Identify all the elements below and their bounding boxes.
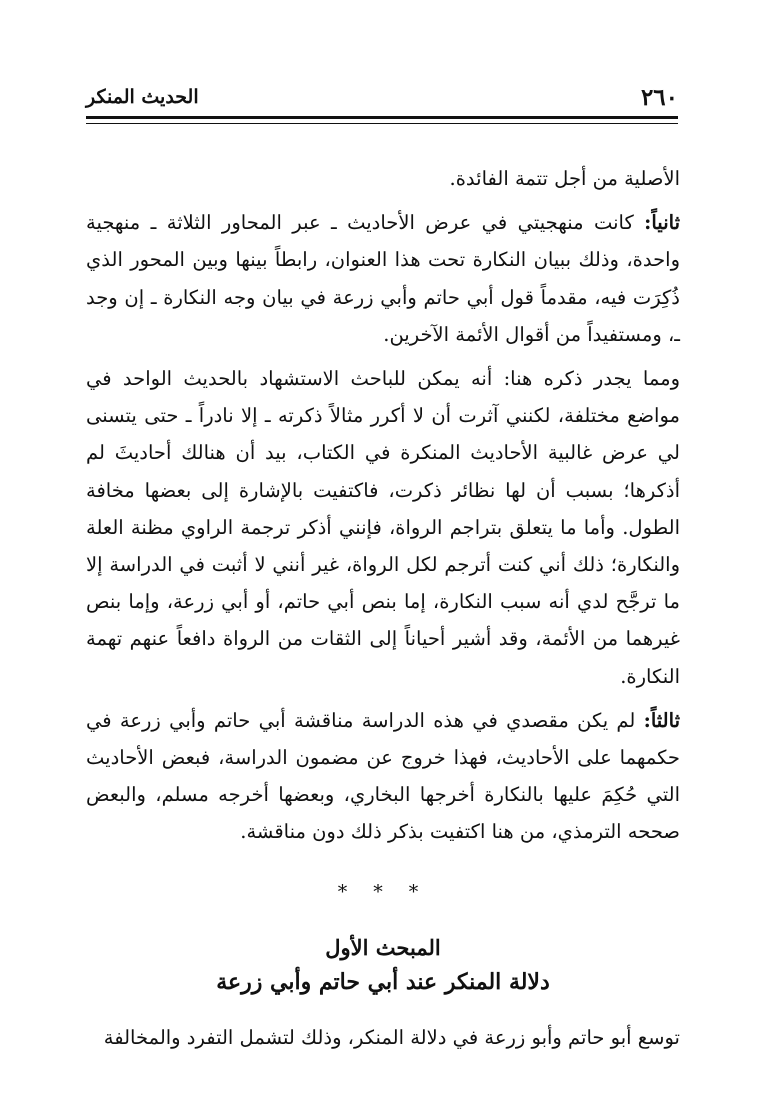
page-number: ٢٦٠ xyxy=(640,84,678,111)
paragraph: توسع أبو حاتم وأبو زرعة في دلالة المنكر، وذلك لتشمل التفرد والمخالفة xyxy=(103,1025,680,1049)
paragraph-lead: ثانياً: xyxy=(644,211,680,235)
body-text xyxy=(86,160,680,1063)
paragraph: ومما يجدر ذكره هنا: أنه يمكن للباحث الاستشهاد بالحديث الواحد في مواضع مختلفة، لكنني آثرت أن لا أكرر مثالاً ذكرته ـ إلا نادراً ـ حتى يتسنى لي عرض غالبية الأحاديث المنكرة في الكتاب، بيد أن هنالك أحاديثَ لم أذكرها؛ بسبب أن لها نظائر ذكرت، فاكتفيت بالإشارة إلى بعضها مخافة الطول. وأما ما يتعلق بتراجم الرواة، فإنني أذكر ترجمة الراوي مظنة العلة والنكارة؛ ذلك أني كنت أترجم لكل الرواة، غير أنني لا أثبت في الدراسة إلا ما ترجَّح لدي أنه سبب النكارة، إما بنص أبي حاتم، أو أبي زرعة، وإما بنص غيرهما من الأئمة، وقد أشير أحياناً إلى الثقات من الرواة دافعاً عنهم تهمة النكارة. xyxy=(86,367,680,688)
paragraph xyxy=(86,204,680,353)
header-rule-thick xyxy=(86,116,678,119)
header-rule-thin xyxy=(86,123,678,124)
running-title: الحديث المنكر xyxy=(86,86,199,108)
section-title: دلالة المنكر عند أبي حاتم وأبي زرعة xyxy=(216,968,550,995)
paragraph-text: لم يكن مقصدي في هذه الدراسة مناقشة أبي حاتم وأبي زرعة في حكمهما على الأحاديث، فهذا خروج عن مضمون الدراسة، فبعض الأحاديث التي حُكِمَ عليها بالنكارة أخرجها البخاري، وبعضها أخرجه مسلم، والبعض صححه الترمذي، من هنا اكتفيت بذكر ذلك دون مناقشة. xyxy=(86,708,680,844)
paragraph: الأصلية من أجل تتمة الفائدة. xyxy=(449,167,680,190)
paragraph-text: كانت منهجيتي في عرض الأحاديث ـ عبر المحاور الثلاثة ـ منهجية واحدة، وذلك ببيان النكارة تحت هذا العنوان، رابطاً بينها وبين المحور الذي ذُكِرَت فيه، مقدماً قول أبي حاتم وأبي زرعة في بيان وجه النكارة ـ إن وجد ـ، ومستفيداً من أقوال الأئمة الآخرين. xyxy=(86,211,680,346)
running-header xyxy=(86,80,678,110)
section-separator: * * * xyxy=(337,880,429,903)
paragraph-lead: ثالثاً: xyxy=(643,708,680,732)
section-label: المبحث الأول xyxy=(325,934,441,960)
paragraph xyxy=(86,702,680,851)
